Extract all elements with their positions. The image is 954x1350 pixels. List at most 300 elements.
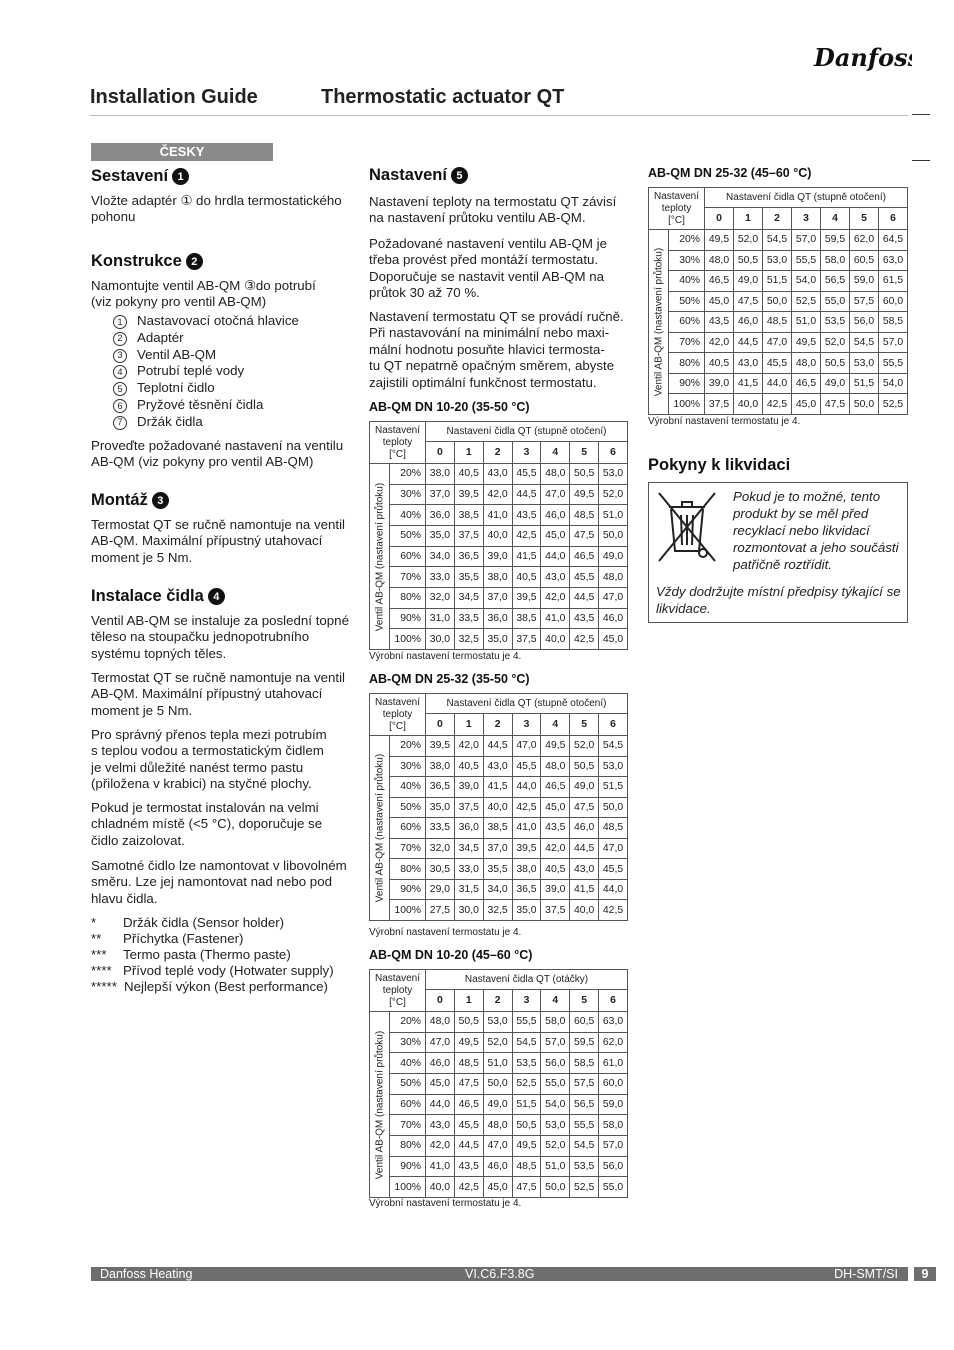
table-row bbox=[649, 230, 908, 251]
table-cell: 44,0 bbox=[512, 777, 541, 798]
row-header: 90% bbox=[390, 608, 426, 629]
column-header: 1 bbox=[734, 208, 763, 230]
table-row bbox=[649, 373, 908, 394]
vertical-label: Ventil AB-QM (nastavení průtoku) bbox=[653, 247, 664, 397]
table-cell: 43,0 bbox=[483, 756, 512, 777]
table-cell: 49,5 bbox=[541, 736, 570, 757]
step-number-icon: 3 bbox=[152, 492, 169, 509]
section-heading-nastaveni bbox=[369, 166, 468, 185]
table-cell: 51,5 bbox=[512, 1094, 541, 1115]
table-row bbox=[370, 525, 628, 546]
table-cell: 46,0 bbox=[599, 608, 628, 629]
table-cell: 39,5 bbox=[454, 484, 483, 505]
table-cell: 48,0 bbox=[541, 756, 570, 777]
instalace-p3 bbox=[91, 727, 327, 793]
table-cell: 58,0 bbox=[599, 1115, 628, 1136]
table-cell: 58,5 bbox=[570, 1053, 599, 1074]
table-cell: 52,0 bbox=[599, 484, 628, 505]
table-cell: 51,5 bbox=[850, 373, 879, 394]
row-header: 60% bbox=[669, 312, 705, 333]
text-line: Při nastavování na minimální nebo maxi- bbox=[369, 325, 610, 341]
group-header: Nastavení čidla QT (stupně otočení) bbox=[426, 694, 628, 714]
table-cell: 55,0 bbox=[541, 1073, 570, 1094]
table-row bbox=[370, 567, 628, 588]
table-cell: 50,5 bbox=[512, 1115, 541, 1136]
row-header: 80% bbox=[669, 353, 705, 374]
table-cell: 45,0 bbox=[483, 1177, 512, 1198]
text-line: Termostat QT se ručně namontuje na ventil bbox=[91, 517, 345, 532]
table-cell: 55,0 bbox=[599, 1177, 628, 1198]
text-line: průtok 30 až 70 %. bbox=[369, 285, 480, 301]
row-header: 20% bbox=[390, 464, 426, 485]
table-cell: 58,5 bbox=[879, 312, 908, 333]
nastaveni-p2 bbox=[369, 236, 607, 302]
settings-table bbox=[369, 421, 628, 650]
note-mark: ** bbox=[91, 931, 102, 946]
table-cell: 45,5 bbox=[512, 464, 541, 485]
table-cell: 50,5 bbox=[454, 1012, 483, 1033]
table-row bbox=[649, 271, 908, 292]
table-cell: 45,5 bbox=[763, 353, 792, 374]
row-header: 60% bbox=[390, 546, 426, 567]
table-title: AB-QM DN 25-32 (45–60 °C) bbox=[648, 166, 812, 180]
table-cell: 46,5 bbox=[792, 373, 821, 394]
instalace-p2 bbox=[91, 670, 345, 719]
table-title: AB-QM DN 25-32 (35-50 °C) bbox=[369, 672, 530, 686]
item-label: Držák čidla bbox=[137, 413, 203, 429]
list-item bbox=[113, 380, 299, 397]
list-item bbox=[113, 330, 299, 347]
table-cell: 55,5 bbox=[792, 250, 821, 271]
table-cell: 45,0 bbox=[541, 797, 570, 818]
table-cell: 49,5 bbox=[792, 332, 821, 353]
column-header: 3 bbox=[792, 208, 821, 230]
text-line: Nastavení bbox=[374, 972, 421, 984]
row-header: 80% bbox=[390, 859, 426, 880]
group-header: Nastavení čidla QT (otáčky) bbox=[426, 970, 628, 990]
table-cell: 38,0 bbox=[483, 567, 512, 588]
settings-table bbox=[648, 187, 908, 415]
note-mark: **** bbox=[91, 963, 112, 978]
table-cell: 35,0 bbox=[483, 629, 512, 650]
table-cell: 40,5 bbox=[541, 859, 570, 880]
text-line: Samotné čidlo lze namontovat v libovolném bbox=[91, 858, 347, 873]
text-line: (viz pokyny pro ventil AB-QM) bbox=[91, 294, 267, 310]
table-cell: 39,5 bbox=[512, 587, 541, 608]
table-cell: 48,0 bbox=[705, 250, 734, 271]
item-label: Ventil AB-QM bbox=[137, 346, 217, 362]
table-cell: 40,5 bbox=[512, 567, 541, 588]
row-header: 50% bbox=[390, 525, 426, 546]
table-cell: 57,0 bbox=[792, 230, 821, 251]
table-cell: 43,0 bbox=[734, 353, 763, 374]
table-cell: 42,0 bbox=[541, 587, 570, 608]
column-header: 0 bbox=[426, 990, 455, 1012]
table-cell: 37,0 bbox=[483, 838, 512, 859]
table-cell: 61,5 bbox=[879, 271, 908, 292]
table-row bbox=[370, 587, 628, 608]
table-cell: 37,5 bbox=[541, 900, 570, 921]
item-number: 7 bbox=[113, 416, 127, 430]
table-cell: 57,0 bbox=[879, 332, 908, 353]
text-line: Nastavení termostatu QT se provádí ručně. bbox=[369, 309, 624, 324]
table-cell: 27,5 bbox=[426, 900, 455, 921]
table-cell: 56,5 bbox=[570, 1094, 599, 1115]
column-header: 2 bbox=[483, 990, 512, 1012]
row-group-label bbox=[370, 464, 390, 650]
table-cell: 38,5 bbox=[454, 505, 483, 526]
table-cell: 52,0 bbox=[570, 736, 599, 757]
table-row bbox=[370, 464, 628, 485]
table-cell: 56,5 bbox=[821, 271, 850, 292]
table-cell: 43,0 bbox=[483, 464, 512, 485]
row-header: 100% bbox=[390, 629, 426, 650]
note-mark: *** bbox=[91, 947, 107, 962]
table-cell: 36,0 bbox=[426, 505, 455, 526]
text-line: teploty bbox=[661, 202, 692, 214]
table-cell: 54,0 bbox=[792, 271, 821, 292]
section-heading-konstrukce bbox=[91, 252, 203, 271]
table-cell: 40,0 bbox=[734, 394, 763, 415]
table-footnote: Výrobní nastavení termostatu je 4. bbox=[648, 416, 801, 427]
text-line: systému topných těles. bbox=[91, 645, 227, 661]
table-row bbox=[370, 1073, 628, 1094]
group-header: Nastavení čidla QT (stupně otočení) bbox=[705, 188, 908, 208]
disposal-text-1 bbox=[733, 488, 899, 573]
row-header: 50% bbox=[669, 291, 705, 312]
table-cell: 41,0 bbox=[512, 818, 541, 839]
table-row bbox=[370, 756, 628, 777]
table-cell: 59,5 bbox=[821, 230, 850, 251]
column-header: 2 bbox=[763, 208, 792, 230]
item-number: 5 bbox=[113, 382, 127, 396]
row-header: 70% bbox=[390, 1115, 426, 1136]
text-line: AB-QM. Maximální přípustný utahovací bbox=[91, 686, 323, 702]
table-cell: 33,0 bbox=[454, 859, 483, 880]
settings-table bbox=[369, 693, 628, 921]
table-cell: 44,5 bbox=[483, 736, 512, 757]
step-number-icon: 4 bbox=[208, 588, 225, 605]
column-header: 3 bbox=[512, 442, 541, 464]
table-cell: 44,0 bbox=[426, 1094, 455, 1115]
table-cell: 51,0 bbox=[792, 312, 821, 333]
table-cell: 47,0 bbox=[599, 838, 628, 859]
table-cell: 39,0 bbox=[705, 373, 734, 394]
table-cell: 52,0 bbox=[734, 230, 763, 251]
table-cell: 42,5 bbox=[763, 394, 792, 415]
crossed-bin-icon bbox=[655, 489, 719, 565]
table-cell: 57,5 bbox=[570, 1073, 599, 1094]
table-cell: 52,5 bbox=[570, 1177, 599, 1198]
table-cell: 37,0 bbox=[426, 484, 455, 505]
row-header: 30% bbox=[669, 250, 705, 271]
row-header: 40% bbox=[390, 1053, 426, 1074]
table-row bbox=[649, 353, 908, 374]
table-cell: 49,0 bbox=[570, 777, 599, 798]
note-mark: * bbox=[91, 915, 97, 930]
table-cell: 53,0 bbox=[763, 250, 792, 271]
table-cell: 44,5 bbox=[570, 587, 599, 608]
column-header: 5 bbox=[570, 442, 599, 464]
table-cell: 49,0 bbox=[821, 373, 850, 394]
heading-text: Konstrukce bbox=[91, 252, 182, 270]
table-cell: 37,5 bbox=[454, 797, 483, 818]
table-cell: 44,5 bbox=[734, 332, 763, 353]
section-heading-sestaveni bbox=[91, 167, 189, 186]
text-line: čidlo zaizolovat. bbox=[91, 832, 185, 848]
table-cell: 43,5 bbox=[541, 818, 570, 839]
table-cell: 57,0 bbox=[541, 1032, 570, 1053]
table-cell: 51,0 bbox=[483, 1053, 512, 1074]
row-header: 20% bbox=[390, 1012, 426, 1033]
table-cell: 44,0 bbox=[599, 879, 628, 900]
vertical-label: Ventil AB-QM (nastavení průtoku) bbox=[374, 482, 385, 631]
table-cell: 64,5 bbox=[879, 230, 908, 251]
disposal-text-2 bbox=[656, 583, 901, 617]
table-cell: 42,0 bbox=[705, 332, 734, 353]
table-cell: 40,0 bbox=[483, 797, 512, 818]
table-cell: 41,5 bbox=[512, 546, 541, 567]
table-cell: 34,5 bbox=[454, 587, 483, 608]
table-title: AB-QM DN 10-20 (35-50 °C) bbox=[369, 400, 530, 414]
note-text: Termo pasta (Thermo paste) bbox=[123, 947, 291, 962]
row-group-label bbox=[370, 736, 390, 921]
table-cell: 56,0 bbox=[599, 1156, 628, 1177]
table-footnote: Výrobní nastavení termostatu je 4. bbox=[369, 1198, 522, 1209]
table-cell: 40,0 bbox=[426, 1177, 455, 1198]
table-row bbox=[370, 505, 628, 526]
column-header: 2 bbox=[483, 714, 512, 736]
item-number: 1 bbox=[113, 315, 127, 329]
table-cell: 63,0 bbox=[879, 250, 908, 271]
table-cell: 41,5 bbox=[570, 879, 599, 900]
table-cell: 33,0 bbox=[426, 567, 455, 588]
row-header: 50% bbox=[390, 1073, 426, 1094]
text-line: na nastavení průtoku ventilu AB-QM. bbox=[369, 210, 586, 226]
table-cell: 62,0 bbox=[850, 230, 879, 251]
table-cell: 46,5 bbox=[454, 1094, 483, 1115]
table-cell: 49,5 bbox=[705, 230, 734, 251]
table-row bbox=[370, 1156, 628, 1177]
table-cell: 37,0 bbox=[483, 587, 512, 608]
row-header: 70% bbox=[669, 332, 705, 353]
table-cell: 47,5 bbox=[821, 394, 850, 415]
table-row bbox=[370, 1012, 628, 1033]
table-cell: 48,0 bbox=[541, 464, 570, 485]
table-cell: 42,0 bbox=[454, 736, 483, 757]
table-cell: 41,0 bbox=[483, 505, 512, 526]
list-item bbox=[113, 363, 299, 380]
table-cell: 47,5 bbox=[734, 291, 763, 312]
table-cell: 48,5 bbox=[570, 505, 599, 526]
item-label: Teplotní čidlo bbox=[137, 380, 215, 396]
table-cell: 39,0 bbox=[483, 546, 512, 567]
table-cell: 48,5 bbox=[454, 1053, 483, 1074]
table-cell: 34,0 bbox=[483, 879, 512, 900]
column-header: 3 bbox=[512, 714, 541, 736]
table-cell: 48,5 bbox=[512, 1156, 541, 1177]
table-cell: 45,5 bbox=[570, 567, 599, 588]
table-cell: 51,0 bbox=[599, 505, 628, 526]
note-text: Nejlepší výkon (Best performance) bbox=[124, 979, 328, 994]
instalace-p5 bbox=[91, 858, 347, 907]
table-cell: 58,0 bbox=[541, 1012, 570, 1033]
table-cell: 37,5 bbox=[705, 394, 734, 415]
text-line: Doporučuje se nastavit ventil AB-QM na bbox=[369, 268, 605, 284]
table-cell: 53,0 bbox=[541, 1115, 570, 1136]
text-line: chladném místě (<5 °C), doporučuje se bbox=[91, 816, 323, 832]
table-cell: 39,0 bbox=[541, 879, 570, 900]
table-cell: 50,0 bbox=[599, 525, 628, 546]
table-cell: 56,0 bbox=[541, 1053, 570, 1074]
table-cell: 36,5 bbox=[512, 879, 541, 900]
row-header: 30% bbox=[390, 1032, 426, 1053]
row-header: 30% bbox=[390, 756, 426, 777]
row-header: 70% bbox=[390, 838, 426, 859]
margin-mark bbox=[912, 160, 930, 161]
table-cell: 38,0 bbox=[426, 464, 455, 485]
note-row bbox=[91, 979, 334, 995]
text-line: (přiložena v krabici) na styčné plochy. bbox=[91, 776, 312, 792]
table-cell: 46,5 bbox=[570, 546, 599, 567]
text-line: moment je 5 Nm. bbox=[91, 702, 193, 718]
column-header: 5 bbox=[570, 990, 599, 1012]
table-cell: 46,0 bbox=[541, 505, 570, 526]
table-cell: 43,0 bbox=[570, 859, 599, 880]
table-cell: 53,5 bbox=[512, 1053, 541, 1074]
table-cell: 35,5 bbox=[454, 567, 483, 588]
row-header: 90% bbox=[390, 879, 426, 900]
table-cell: 46,0 bbox=[570, 818, 599, 839]
heading-text: Nastavení bbox=[369, 166, 447, 184]
table-cell: 32,5 bbox=[454, 629, 483, 650]
table-cell: 48,0 bbox=[483, 1115, 512, 1136]
table-cell: 49,5 bbox=[454, 1032, 483, 1053]
table-row bbox=[370, 1177, 628, 1198]
parts-list bbox=[113, 313, 299, 431]
table-cell: 46,0 bbox=[734, 312, 763, 333]
table-cell: 53,0 bbox=[599, 756, 628, 777]
section-heading-likvidace bbox=[648, 456, 790, 475]
text-line: [°C] bbox=[389, 720, 406, 732]
table-cell: 44,5 bbox=[512, 484, 541, 505]
note-mark: ***** bbox=[91, 979, 117, 994]
table-cell: 52,0 bbox=[821, 332, 850, 353]
column-header: 0 bbox=[426, 442, 455, 464]
table-cell: 35,0 bbox=[426, 525, 455, 546]
column-header: 4 bbox=[541, 990, 570, 1012]
note-row bbox=[91, 947, 334, 963]
table-cell: 43,0 bbox=[426, 1115, 455, 1136]
table-cell: 44,5 bbox=[454, 1135, 483, 1156]
table-cell: 34,0 bbox=[426, 546, 455, 567]
row-header: 90% bbox=[669, 373, 705, 394]
table-row bbox=[370, 1094, 628, 1115]
text-line: pohonu bbox=[91, 209, 136, 225]
row-header: 30% bbox=[390, 484, 426, 505]
table-cell: 48,0 bbox=[599, 567, 628, 588]
corner-header bbox=[649, 188, 705, 230]
item-number: 2 bbox=[113, 332, 127, 346]
table-cell: 31,5 bbox=[454, 879, 483, 900]
row-header: 40% bbox=[390, 505, 426, 526]
table-cell: 55,5 bbox=[879, 353, 908, 374]
page-number: 9 bbox=[914, 1267, 936, 1281]
text-line: Vložte adaptér ① do hrdla termostatického bbox=[91, 193, 342, 208]
column-header: 4 bbox=[821, 208, 850, 230]
table-cell: 38,5 bbox=[483, 818, 512, 839]
nastaveni-p1 bbox=[369, 194, 616, 227]
text-line: moment je 5 Nm. bbox=[91, 549, 193, 565]
group-header: Nastavení čidla QT (stupně otočení) bbox=[426, 422, 628, 442]
table-cell: 57,5 bbox=[850, 291, 879, 312]
table-cell: 47,0 bbox=[763, 332, 792, 353]
table-cell: 54,5 bbox=[512, 1032, 541, 1053]
table-cell: 35,5 bbox=[483, 859, 512, 880]
column-header: 5 bbox=[850, 208, 879, 230]
item-label: Potrubí teplé vody bbox=[137, 363, 245, 379]
table-cell: 42,0 bbox=[426, 1135, 455, 1156]
table-cell: 42,5 bbox=[570, 629, 599, 650]
text-line: Nastavení bbox=[374, 424, 421, 436]
heading-text: Instalace čidla bbox=[91, 587, 204, 605]
table-row bbox=[370, 1053, 628, 1074]
table-cell: 45,0 bbox=[599, 629, 628, 650]
table-cell: 47,5 bbox=[454, 1073, 483, 1094]
table-row bbox=[370, 838, 628, 859]
table-row bbox=[649, 291, 908, 312]
table-cell: 43,5 bbox=[512, 505, 541, 526]
table-cell: 47,0 bbox=[512, 736, 541, 757]
table-cell: 43,0 bbox=[541, 567, 570, 588]
item-number: 6 bbox=[113, 399, 127, 413]
table-cell: 42,0 bbox=[541, 838, 570, 859]
table-cell: 42,5 bbox=[454, 1177, 483, 1198]
table-cell: 40,0 bbox=[570, 900, 599, 921]
table-cell: 35,0 bbox=[512, 900, 541, 921]
list-item bbox=[113, 347, 299, 364]
montaz-text bbox=[91, 517, 345, 566]
table-cell: 33,5 bbox=[426, 818, 455, 839]
table-row bbox=[649, 332, 908, 353]
table-row bbox=[649, 250, 908, 271]
table-cell: 40,5 bbox=[705, 353, 734, 374]
table-row bbox=[370, 797, 628, 818]
step-number-icon: 2 bbox=[186, 253, 203, 270]
instalace-p4 bbox=[91, 800, 322, 849]
table-cell: 41,5 bbox=[483, 777, 512, 798]
table-cell: 53,5 bbox=[570, 1156, 599, 1177]
table-cell: 33,5 bbox=[454, 608, 483, 629]
list-item bbox=[113, 414, 299, 431]
table-cell: 52,5 bbox=[512, 1073, 541, 1094]
table-cell: 30,5 bbox=[426, 859, 455, 880]
column-header: 0 bbox=[705, 208, 734, 230]
table-cell: 45,5 bbox=[599, 859, 628, 880]
table-row bbox=[649, 312, 908, 333]
table-cell: 53,0 bbox=[599, 464, 628, 485]
text-line: mální hodnotu posuňte hlavici termosta- bbox=[369, 341, 605, 357]
row-header: 50% bbox=[390, 797, 426, 818]
text-line: teploty bbox=[382, 708, 413, 720]
table-cell: 50,0 bbox=[541, 1177, 570, 1198]
table-cell: 47,5 bbox=[570, 525, 599, 546]
table-cell: 54,5 bbox=[570, 1135, 599, 1156]
table-cell: 46,5 bbox=[541, 777, 570, 798]
table-cell: 51,5 bbox=[599, 777, 628, 798]
settings-table bbox=[369, 969, 628, 1198]
row-header: 70% bbox=[390, 567, 426, 588]
